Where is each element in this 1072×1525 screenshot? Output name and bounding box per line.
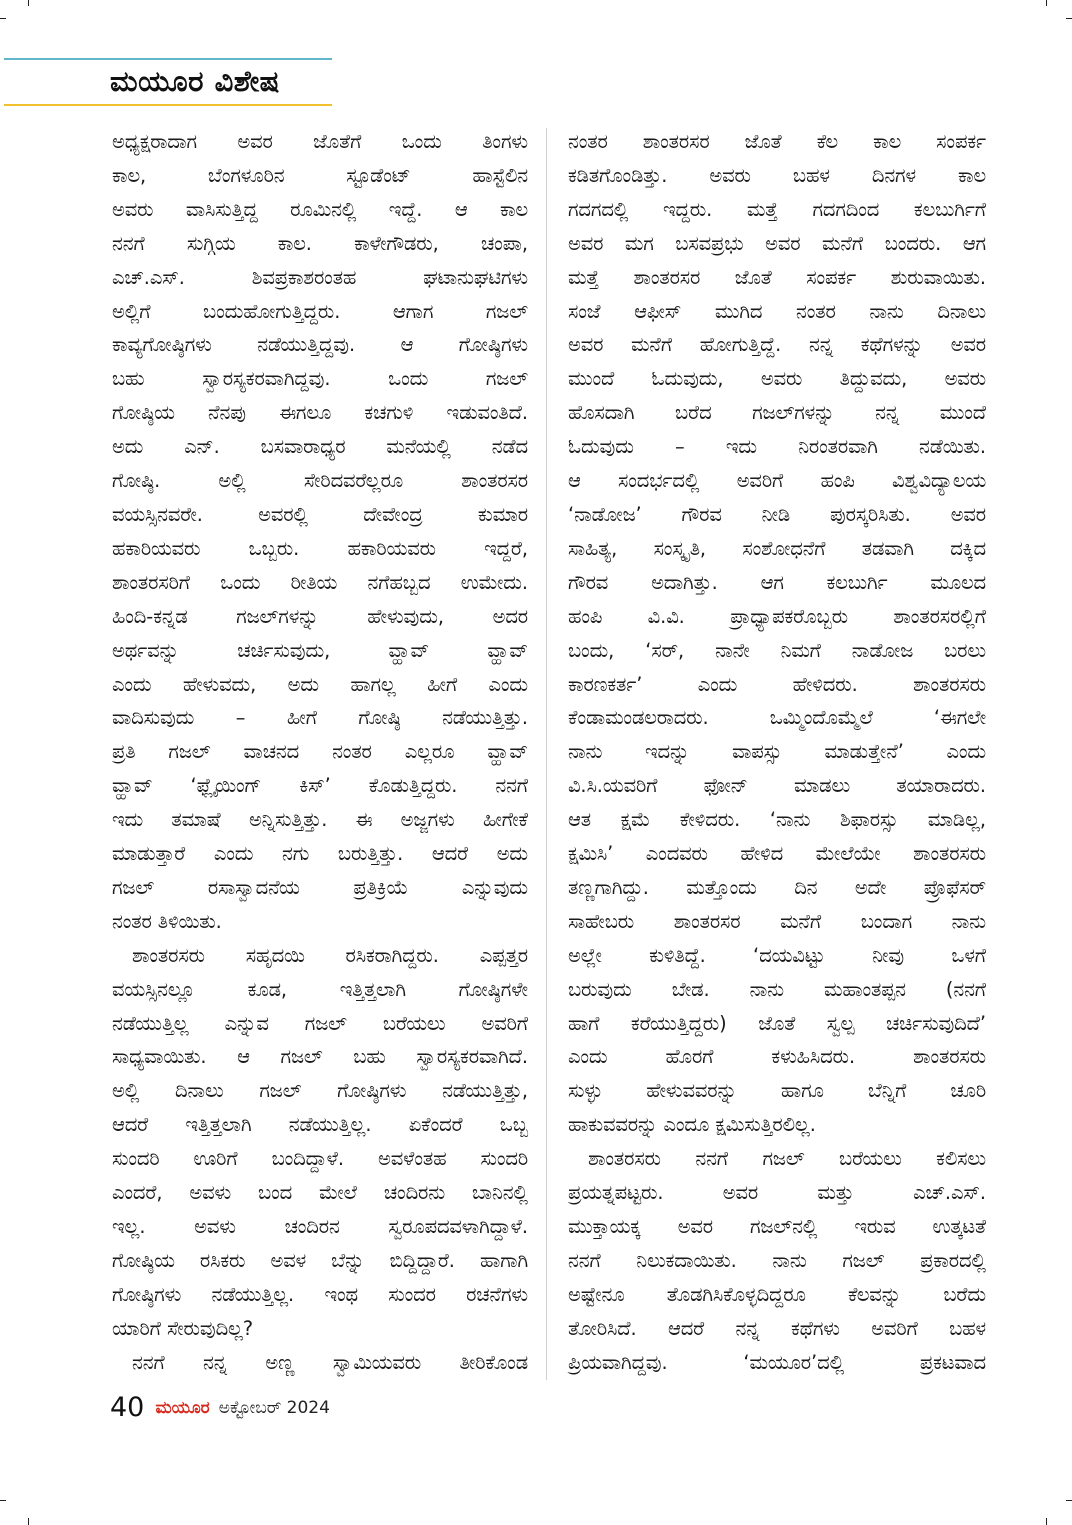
text-line: ಎಂದು ಹೇಳುವದು, ಅದು ಹಾಗಲ್ಲ ಹೀಗೆ ಎಂದು	[112, 672, 528, 696]
crop-mark	[1046, 0, 1047, 6]
text-line: ನನಗೆ ನನ್ನ ಅಣ್ಣ ಸ್ವಾಮಿಯವರು ತೀರಿಕೊಂಡ	[132, 1350, 528, 1374]
text-line: ಅದು ಎನ್. ಬಸವಾರಾಧ್ಯರ ಮನೆಯಲ್ಲಿ ನಡೆದ	[112, 435, 528, 459]
text-line: ಕ್ಷಮಿಸಿ’ ಎಂದವರು ಹೇಳಿದ ಮೇಲೆಯೇ ಶಾಂತರಸರು	[568, 842, 986, 866]
text-line: ಕಾವ್ಯಗೋಷ್ಠಿಗಳು ನಡೆಯುತ್ತಿದ್ದವು. ಆ ಗೋಷ್ಠಿಗಳು	[112, 333, 528, 357]
text-line: ಪ್ರಿಯವಾಗಿದ್ದವು. ‘ಮಯೂರ’ದಲ್ಲಿ ಪ್ರಕಟವಾದ	[568, 1350, 986, 1374]
crop-mark	[1066, 18, 1072, 19]
text-line: ಬಂದು, ‘ಸರ್, ನಾನೇ ನಿಮಗೆ ನಾಡೋಜ ಬರಲು	[568, 638, 986, 662]
text-line: ಅರ್ಥವನ್ನು ಚರ್ಚಿಸುವುದು, ವ್ಹಾವ್ ವ್ಹಾವ್	[112, 638, 528, 662]
text-line: ಕಾಲ, ಬೆಂಗಳೂರಿನ ಸ್ಟೂಡೆಂಟ್ ಹಾಸ್ಟೆಲಿನ	[112, 163, 528, 187]
text-line: ಗಜಲ್ ರಸಾಸ್ವಾದನೆಯ ಪ್ರತಿಕ್ರಿಯೆ ಎನ್ನುವುದು	[112, 875, 528, 899]
text-line: ಮುಂದೆ ಓದುವುದು, ಅವರು ತಿದ್ದುವದು, ಅವರು	[568, 367, 986, 391]
column-divider	[546, 128, 547, 1380]
text-line: ಸಾಹೇಬರು ಶಾಂತರಸರ ಮನೆಗೆ ಬಂದಾಗ ನಾನು	[568, 909, 986, 933]
text-line: ಅಲ್ಲಿ ದಿನಾಲು ಗಜಲ್ ಗೋಷ್ಠಿಗಳು ನಡೆಯುತ್ತಿತ್ತು,	[112, 1079, 528, 1103]
page-footer	[110, 1392, 330, 1426]
text-line: ನಂತರ ಶಾಂತರಸರ ಜೊತೆ ಕೆಲ ಕಾಲ ಸಂಪರ್ಕ	[568, 130, 986, 153]
crop-mark	[0, 1500, 6, 1501]
text-line: ಪ್ರತಿ ಗಜಲ್ ವಾಚನದ ನಂತರ ಎಲ್ಲರೂ ವ್ಹಾವ್	[112, 740, 528, 764]
text-line: ಅಷ್ಟೇನೂ ತೊಡಗಿಸಿಕೊಳ್ಳದಿದ್ದರೂ ಕೆಲವನ್ನು ಬರೆದು	[568, 1282, 986, 1306]
text-line: ಕಾರಣಕರ್ತ’ ಎಂದು ಹೇಳಿದರು. ಶಾಂತರಸರು	[568, 672, 986, 696]
text-line: ಇದು ತಮಾಷೆ ಅನ್ನಿಸುತ್ತಿತ್ತು. ಈ ಅಜ್ಜಗಳು ಹೀಗೇಕೆ	[112, 808, 528, 832]
text-line: ಅಲ್ಲಿಗೆ ಬಂದುಹೋಗುತ್ತಿದ್ದರು. ಆಗಾಗ ಗಜಲ್	[112, 299, 528, 323]
text-line: ಹಾಕುವವರನ್ನು ಎಂದೂ ಕ್ಷಮಿಸುತ್ತಿರಲಿಲ್ಲ.	[568, 1113, 816, 1137]
text-line: ನಾನು ಇದನ್ನು ವಾಪಸ್ಸು ಮಾಡುತ್ತೇನೆ’ ಎಂದು	[568, 740, 986, 764]
crop-mark	[1066, 1500, 1072, 1501]
article-column-right	[568, 125, 986, 1380]
section-header	[0, 58, 336, 108]
text-line: ನನಗೆ ನಿಲುಕದಾಯಿತು. ನಾನು ಗಜಲ್ ಪ್ರಕಾರದಲ್ಲಿ	[568, 1248, 986, 1272]
text-line: ಆದರೆ ಇತ್ತಿತ್ತಲಾಗಿ ನಡೆಯುತ್ತಿಲ್ಲ. ಏಕೆಂದರೆ ಒಬ್ಬ	[112, 1113, 528, 1137]
text-line: ಶಾಂತರಸರು ಸಹೃದಯಿ ರಸಿಕರಾಗಿದ್ದರು. ಎಪ್ಪತ್ತರ	[132, 943, 528, 967]
text-line: ಯಾರಿಗೆ ಸೇರುವುದಿಲ್ಲ?	[112, 1316, 254, 1340]
text-line: ಗೌರವ ಅದಾಗಿತ್ತು. ಆಗ ಕಲಬುರ್ಗಿ ಮೂಲದ	[568, 570, 986, 594]
crop-mark	[1046, 1518, 1047, 1525]
issue-date: ಅಕ್ಟೋಬರ್ 2024	[218, 1397, 330, 1418]
text-line: ತಣ್ಣಗಾಗಿದ್ದು. ಮತ್ತೊಂದು ದಿನ ಅದೇ ಪ್ರೊಫೆಸರ್	[568, 875, 986, 899]
text-line: ಹಂಪಿ ವಿ.ವಿ. ಪ್ರಾಧ್ಯಾಪಕರೊಬ್ಬರು ಶಾಂತರಸರಲ್ಲಿಗೆ	[568, 604, 986, 628]
magazine-brand: ಮಯೂರ	[155, 1397, 210, 1418]
text-line: ವಯಸ್ಸಿನವರೇ. ಅವರಲ್ಲಿ ದೇವೇಂದ್ರ ಕುಮಾರ	[112, 502, 528, 526]
text-line: ಶಾಂತರಸರಿಗೆ ಒಂದು ರೀತಿಯ ನಗೆಹಬ್ಬದ ಉಮೇದು.	[112, 570, 528, 594]
text-line: ಮುಕ್ತಾಯಕ್ಕ ಅವರ ಗಜಲ್‌ನಲ್ಲಿ ಇರುವ ಉತ್ಕಟತೆ	[568, 1215, 986, 1238]
text-line: ಎಂದರೆ, ಅವಳು ಬಂದ ಮೇಲೆ ಚಂದಿರನು ಬಾನಿನಲ್ಲಿ	[112, 1181, 528, 1205]
text-line: ಕೆಂಡಾಮಂಡಲರಾದರು. ಒಮ್ಮಿಂದೊಮ್ಮೆಲೆ ‘ಈಗಲೇ	[568, 706, 986, 730]
crop-mark	[28, 0, 29, 6]
text-line: ಹೊಸದಾಗಿ ಬರೆದ ಗಜಲ್‌ಗಳನ್ನು ನನ್ನ ಮುಂದೆ	[568, 401, 986, 425]
text-line: ‘ನಾಡೋಜ’ ಗೌರವ ನೀಡಿ ಪುರಸ್ಕರಿಸಿತು. ಅವರ	[568, 502, 986, 526]
text-line: ಹಕಾರಿಯವರು ಒಬ್ಬರು. ಹಕಾರಿಯವರು ಇದ್ದರೆ,	[112, 536, 528, 560]
text-line: ಸಂಜೆ ಆಫೀಸ್ ಮುಗಿದ ನಂತರ ನಾನು ದಿನಾಲು	[568, 299, 986, 323]
text-line: ಮತ್ತೆ ಶಾಂತರಸರ ಜೊತೆ ಸಂಪರ್ಕ ಶುರುವಾಯಿತು.	[568, 265, 986, 289]
text-line: ಸುಳ್ಳು ಹೇಳುವವರನ್ನು ಹಾಗೂ ಬೆನ್ನಿಗೆ ಚೂರಿ	[568, 1079, 986, 1103]
text-line: ಎಂದು ಹೊರಗೆ ಕಳುಹಿಸಿದರು. ಶಾಂತರಸರು	[568, 1045, 986, 1069]
header-rule-bottom	[4, 104, 332, 106]
text-line: ಇಲ್ಲ. ಅವಳು ಚಂದಿರನ ಸ್ವರೂಪದವಳಾಗಿದ್ದಾಳೆ.	[112, 1215, 528, 1238]
text-line: ಬರುವುದು ಬೇಡ. ನಾನು ಮಹಾಂತಪ್ಪನ (ನನಗೆ	[568, 977, 986, 1001]
text-line: ವಿ.ಸಿ.ಯವರಿಗೆ ಫೋನ್ ಮಾಡಲು ತಯಾರಾದರು.	[568, 774, 986, 798]
text-line: ಆ ಸಂದರ್ಭದಲ್ಲಿ ಅವರಿಗೆ ಹಂಪಿ ವಿಶ್ವವಿದ್ಯಾಲಯ	[568, 469, 986, 493]
crop-mark	[28, 1518, 29, 1525]
text-line: ಪ್ರಯತ್ನಪಟ್ಟರು. ಅವರ ಮತ್ತು ಎಚ್.ಎಸ್.	[568, 1181, 986, 1205]
text-line: ಸುಂದರಿ ಊರಿಗೆ ಬಂದಿದ್ದಾಳೆ. ಅವಳೆಂತಹ ಸುಂದರಿ	[112, 1147, 528, 1171]
text-line: ಅವರ ಮನೆಗೆ ಹೋಗುತ್ತಿದ್ದೆ. ನನ್ನ ಕಥೆಗಳನ್ನು ಅವರ	[568, 333, 986, 357]
text-line: ನಡೆಯುತ್ತಿಲ್ಲ ಎನ್ನುವ ಗಜಲ್ ಬರೆಯಲು ಅವರಿಗೆ	[112, 1011, 528, 1035]
section-title: ಮಯೂರ ವಿಶೇಷ	[110, 64, 280, 98]
header-rule-top	[4, 58, 332, 60]
text-line: ಮಾಡುತ್ತಾರೆ ಎಂದು ನಗು ಬರುತ್ತಿತ್ತು. ಆದರೆ ಅದು	[112, 842, 528, 866]
crop-mark	[0, 18, 6, 19]
text-line: ಬಹು ಸ್ವಾರಸ್ಯಕರವಾಗಿದ್ದವು. ಒಂದು ಗಜಲ್	[112, 367, 528, 391]
page-number: 40	[110, 1392, 145, 1423]
text-line: ಗೋಷ್ಠಿಯ ನೆನಪು ಈಗಲೂ ಕಚಗುಳಿ ಇಡುವಂತಿದೆ.	[112, 401, 528, 425]
text-line: ಅವರು ವಾಸಿಸುತ್ತಿದ್ದ ರೂಮಿನಲ್ಲಿ ಇದ್ದೆ. ಆ ಕಾಲ	[112, 197, 528, 221]
text-line: ತೋರಿಸಿದೆ. ಆದರೆ ನನ್ನ ಕಥೆಗಳು ಅವರಿಗೆ ಬಹಳ	[568, 1316, 986, 1340]
text-line: ಶಾಂತರಸರು ನನಗೆ ಗಜಲ್ ಬರೆಯಲು ಕಲಿಸಲು	[588, 1147, 986, 1171]
text-line: ಅವರ ಮಗ ಬಸವಪ್ರಭು ಅವರ ಮನೆಗೆ ಬಂದರು. ಆಗ	[568, 231, 986, 255]
text-line: ಗದಗದಲ್ಲಿ ಇದ್ದರು. ಮತ್ತೆ ಗದಗದಿಂದ ಕಲಬುರ್ಗಿಗೆ	[568, 197, 986, 221]
text-line: ಸಾಹಿತ್ಯ, ಸಂಸ್ಕೃತಿ, ಸಂಶೋಧನೆಗೆ ತಡವಾಗಿ ದಕ್ಕಿದ	[568, 536, 986, 560]
text-line: ಹಿಂದಿ-ಕನ್ನಡ ಗಜಲ್‌ಗಳನ್ನು ಹೇಳುವುದು, ಅದರ	[112, 604, 528, 628]
text-line: ಅಧ್ಯಕ್ಷರಾದಾಗ ಅವರ ಜೊತೆಗೆ ಒಂದು ತಿಂಗಳು	[112, 130, 528, 153]
text-line: ಓದುವುದು – ಇದು ನಿರಂತರವಾಗಿ ನಡೆಯಿತು.	[568, 435, 986, 459]
text-line: ಗೋಷ್ಠಿಗಳು ನಡೆಯುತ್ತಿಲ್ಲ. ಇಂಥ ಸುಂದರ ರಚನೆಗಳು	[112, 1282, 528, 1306]
article-column-left	[112, 125, 528, 1380]
text-line: ವ್ಹಾವ್ ‘ಫ್ಲೈಯಿಂಗ್ ಕಿಸ್’ ಕೊಡುತ್ತಿದ್ದರು. ನನಗೆ	[112, 774, 528, 798]
text-line: ಆತ ಕ್ಷಮೆ ಕೇಳಿದರು. ‘ನಾನು ಶಿಫಾರಸ್ಸು ಮಾಡಿಲ್ಲ,	[568, 808, 986, 832]
text-line: ಗೋಷ್ಠಿ. ಅಲ್ಲಿ ಸೇರಿದವರೆಲ್ಲರೂ ಶಾಂತರಸರ	[112, 469, 528, 493]
text-line: ವಾದಿಸುವುದು – ಹೀಗೆ ಗೋಷ್ಠಿ ನಡೆಯುತ್ತಿತ್ತು.	[112, 706, 528, 730]
text-line: ಅಲ್ಲೇ ಕುಳಿತಿದ್ದೆ. ‘ದಯವಿಟ್ಟು ನೀವು ಒಳಗೆ	[568, 943, 986, 967]
text-line: ಎಚ್.ಎಸ್. ಶಿವಪ್ರಕಾಶರಂತಹ ಘಟಾನುಘಟಿಗಳು	[112, 265, 528, 289]
text-line: ನನಗೆ ಸುಗ್ಗಿಯ ಕಾಲ. ಕಾಳೇಗೌಡರು, ಚಂಪಾ,	[112, 231, 528, 255]
text-line: ಕಡಿತಗೊಂಡಿತ್ತು. ಅವರು ಬಹಳ ದಿನಗಳ ಕಾಲ	[568, 163, 986, 187]
text-line: ವಯಸ್ಸಿನಲ್ಲೂ ಕೂಡ, ಇತ್ತಿತ್ತಲಾಗಿ ಗೋಷ್ಠಿಗಳೇ	[112, 977, 528, 1001]
text-line: ನಂತರ ತಿಳಿಯಿತು.	[112, 909, 222, 933]
text-line: ಹಾಗೆ ಕರೆಯುತ್ತಿದ್ದರು) ಜೊತೆ ಸ್ವಲ್ಪ ಚರ್ಚಿಸುವುದಿದೆ’	[568, 1011, 986, 1035]
text-line: ಗೋಷ್ಠಿಯ ರಸಿಕರು ಅವಳ ಬೆನ್ನು ಬಿದ್ದಿದ್ದಾರೆ. ಹಾಗಾಗಿ	[112, 1248, 528, 1272]
text-line: ಸಾಧ್ಯವಾಯಿತು. ಆ ಗಜಲ್ ಬಹು ಸ್ವಾರಸ್ಯಕರವಾಗಿದೆ.	[112, 1045, 528, 1069]
